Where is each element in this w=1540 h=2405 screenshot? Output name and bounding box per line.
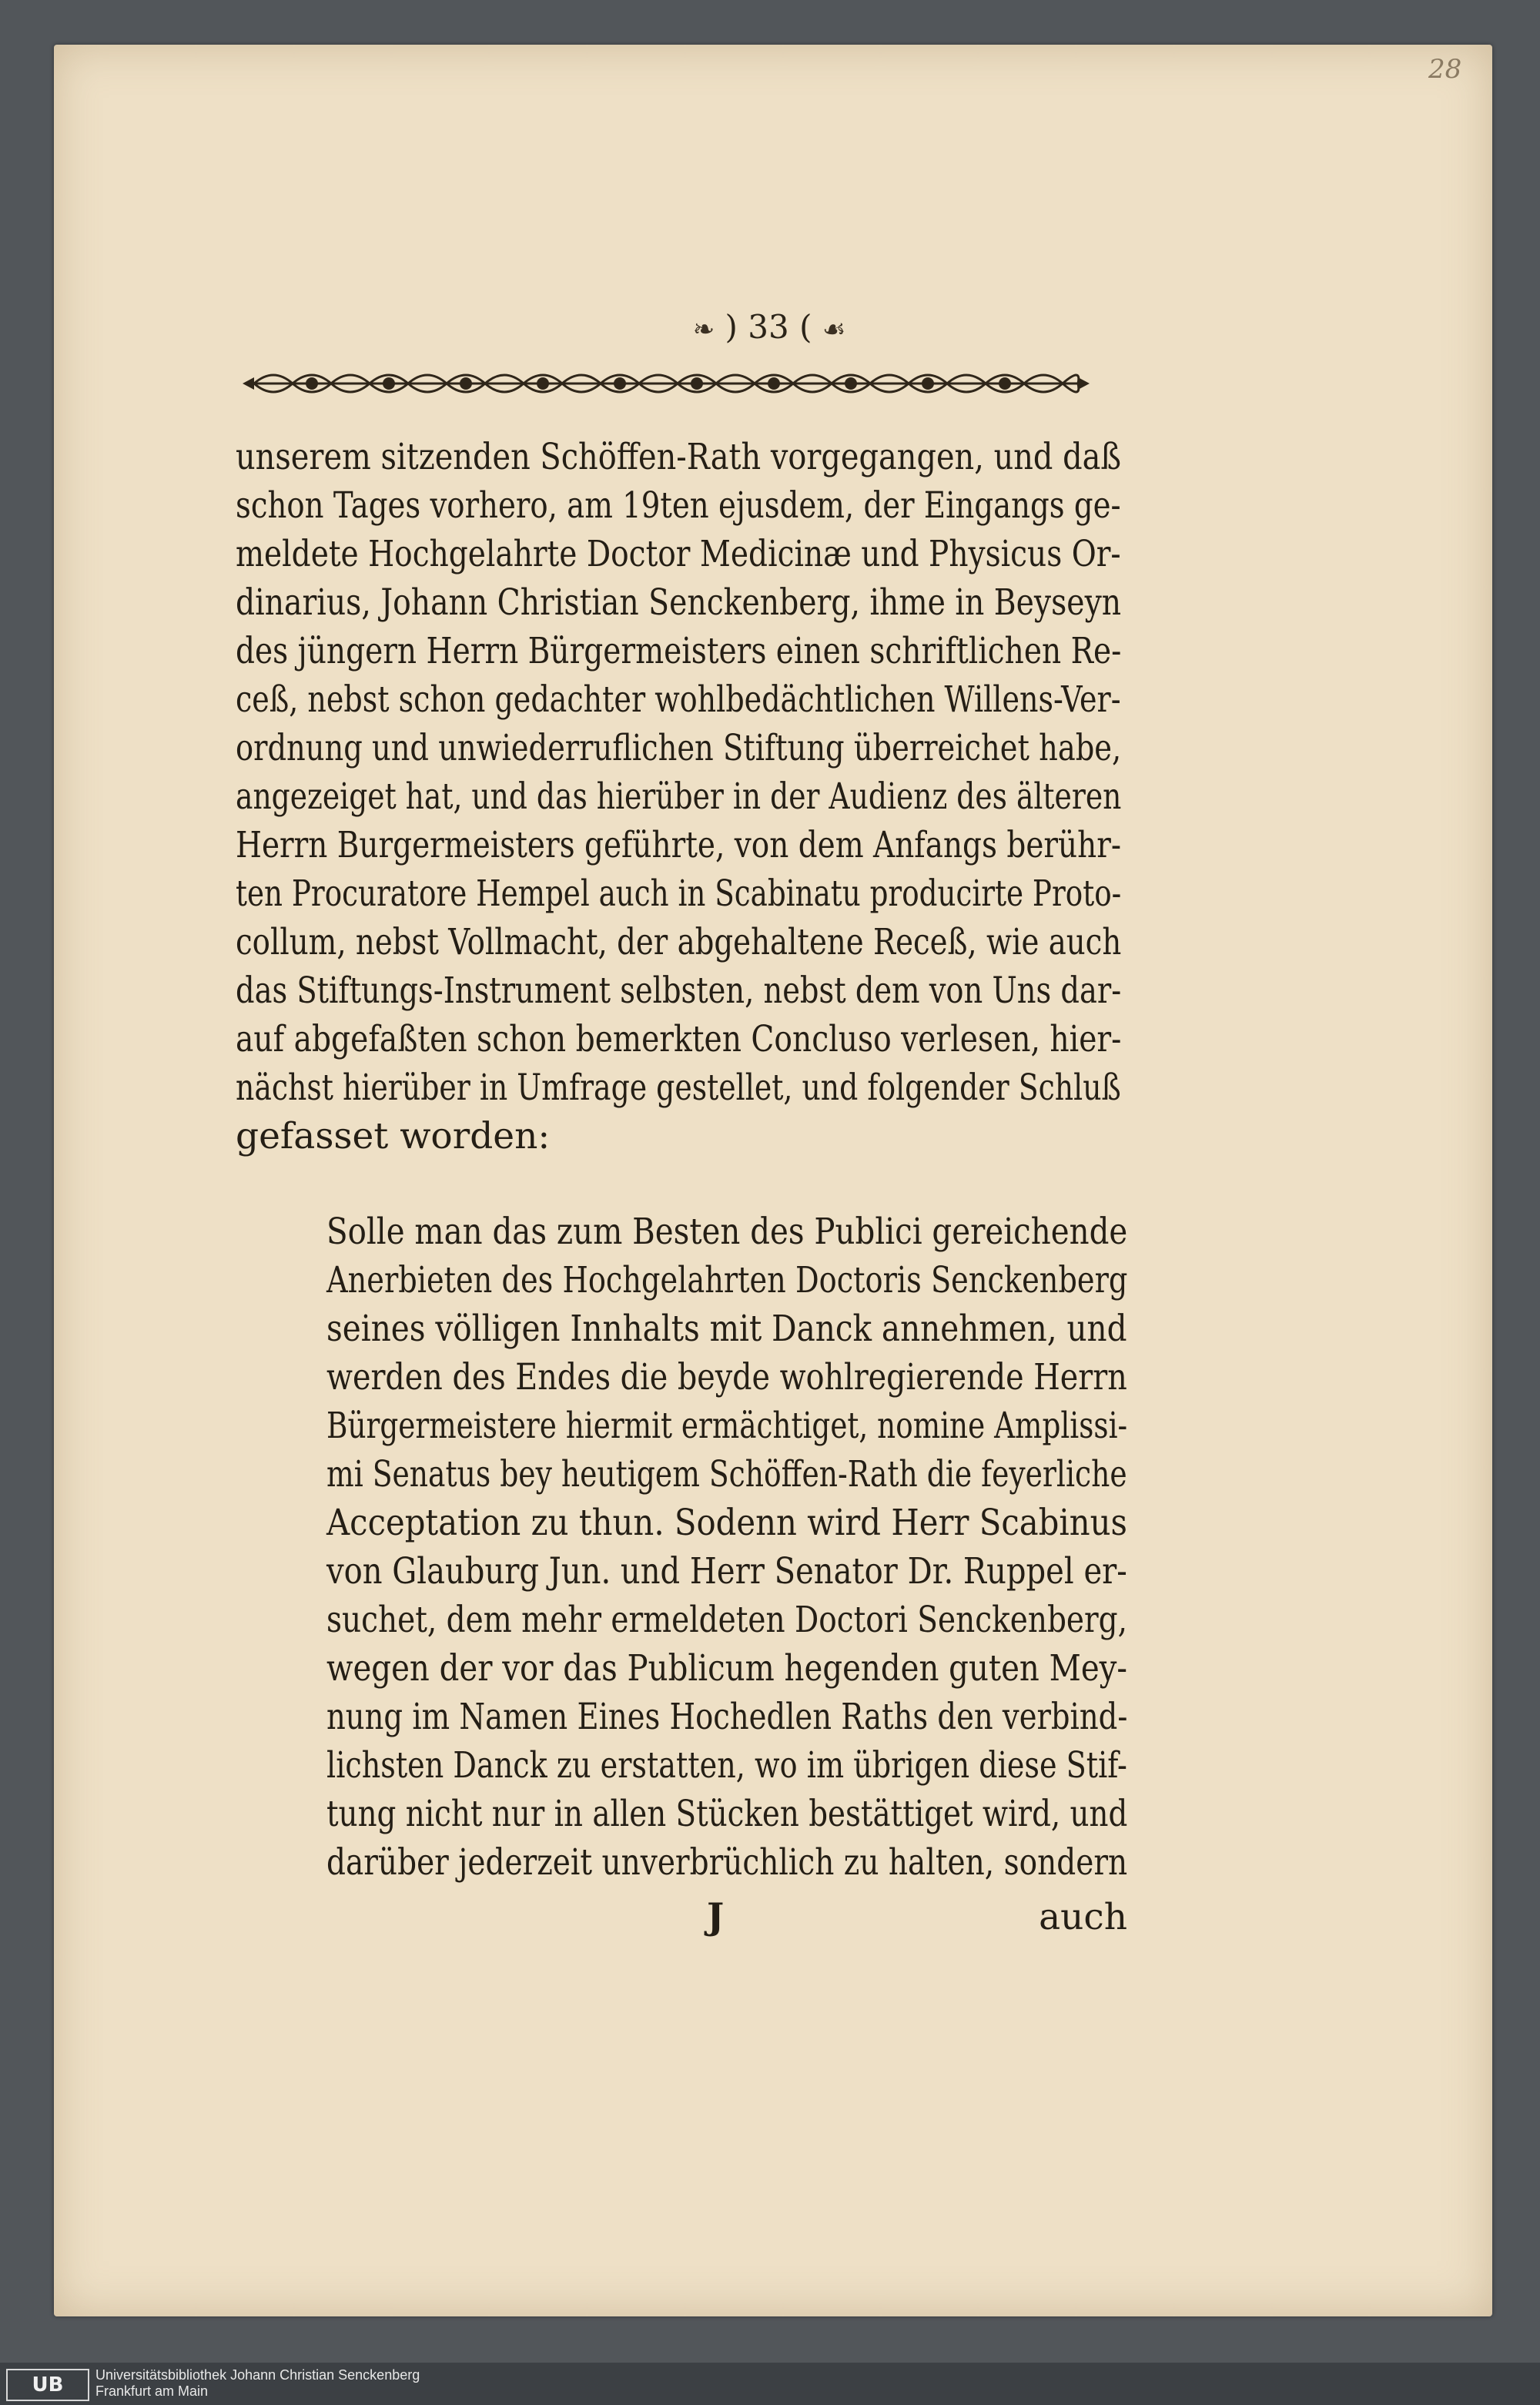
- page-number: ) 33 (: [725, 308, 812, 346]
- text-line: des jüngern Herrn Bürgermeisters einen schriftlichen Re-: [236, 630, 1122, 672]
- text-line: meldete Hochgelahrte Doctor Medicinæ und Physicus Or-: [236, 533, 1121, 575]
- text-line: nung im Namen Eines Hochedlen Raths den verbind-: [326, 1696, 1128, 1738]
- text-line: darüber jederzeit unverbrüchlich zu halten, sondern: [326, 1841, 1128, 1884]
- text-line: schon Tages vorhero, am 19ten ejusdem, der Eingangs ge-: [236, 484, 1121, 527]
- text-line: Herrn Burgermeisters geführte, von dem Anfangs berühr-: [236, 824, 1122, 866]
- library-location: Frankfurt am Main: [95, 2383, 209, 2399]
- text-line: von Glauburg Jun. und Herr Senator Dr. Ruppel er-: [326, 1550, 1127, 1593]
- text-line: das Stiftungs-Instrument selbsten, nebst dem von Uns dar-: [236, 970, 1122, 1012]
- library-logo-icon: UB: [6, 2369, 89, 2401]
- text-line: auf abgefaßten schon bemerkten Concluso verlesen, hier-: [236, 1018, 1122, 1060]
- text-line: Bürgermeistere hiermit ermächtiget, nomine Amplissi-: [326, 1405, 1128, 1447]
- text-line: angezeiget hat, und das hierüber in der Audienz des älteren: [236, 775, 1122, 818]
- paragraph-body: [236, 433, 1121, 1161]
- left-flourish-icon: ❧: [692, 314, 715, 345]
- page-bottom-marks: [0, 1896, 1127, 1942]
- text-line: nächst hierüber in Umfrage gestellet, und folgender Schluß: [236, 1067, 1121, 1109]
- text-line: wegen der vor das Publicum hegenden guten Mey-: [326, 1647, 1128, 1690]
- ornamental-border-icon: [239, 360, 1093, 407]
- library-credit: [95, 2367, 420, 2400]
- text-line: Solle man das zum Besten des Publici gereichende: [326, 1211, 1128, 1253]
- text-line: seines völligen Innhalts mit Danck annehmen, und: [326, 1308, 1127, 1350]
- text-line: suchet, dem mehr ermeldeten Doctori Senckenberg,: [326, 1599, 1128, 1641]
- page-header: [0, 308, 1538, 346]
- text-line: Acceptation zu thun. Sodenn wird Herr Scabinus: [326, 1502, 1127, 1544]
- catchword: auch: [1039, 1896, 1127, 1938]
- text-line: ten Procuratore Hempel auch in Scabinatu producirte Proto-: [236, 873, 1122, 915]
- text-line: Anerbieten des Hochgelahrten Doctoris Senckenberg: [326, 1259, 1128, 1301]
- resolution-paragraph: [326, 1208, 1127, 1887]
- text-line: gefasset worden:: [236, 1115, 551, 1157]
- text-line: lichsten Danck zu erstatten, wo im übrigen diese Stif-: [326, 1744, 1127, 1787]
- text-line: mi Senatus bey heutigem Schöffen-Rath die feyerliche: [326, 1453, 1127, 1496]
- text-line: dinarius, Johann Christian Senckenberg, ihme in Beyseyn: [236, 581, 1122, 624]
- right-flourish-icon: ☙: [822, 314, 846, 345]
- text-line: ceß, nebst schon gedachter wohlbedächtlichen Willens-Ver-: [236, 678, 1121, 721]
- handwritten-folio-mark: 28: [1428, 54, 1462, 85]
- signature-mark: J: [707, 1896, 725, 1938]
- library-name: Universitätsbibliothek Johann Christian Senckenberg: [95, 2367, 420, 2383]
- text-line: werden des Endes die beyde wohlregierende Herrn: [326, 1356, 1127, 1398]
- text-line: collum, nebst Vollmacht, der abgehaltene Receß, wie auch: [236, 921, 1122, 963]
- text-line: unserem sitzenden Schöffen-Rath vorgegangen, und daß: [236, 436, 1122, 478]
- text-line: tung nicht nur in allen Stücken bestättiget wird, und: [326, 1793, 1128, 1835]
- text-line: ordnung und unwiederruflichen Stiftung überreichet habe,: [236, 727, 1122, 769]
